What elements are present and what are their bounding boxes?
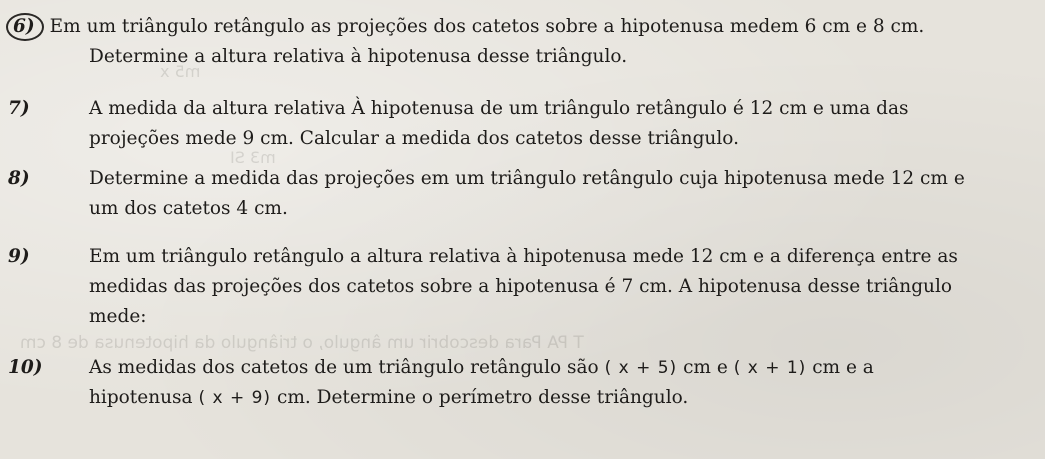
bleed-through-mark: m3 SI	[230, 148, 276, 167]
bleed-through-mark: T PA Para descobrir um ângulo, o triângulo da hipotenusa de 8 cm	[20, 333, 584, 353]
question-10-text-1a: As medidas dos catetos de um triângulo retângulo são	[89, 357, 599, 378]
question-7-text-1: A medida da altura relativa À hipotenusa de um triângulo retângulo é 12 cm e uma das	[89, 98, 909, 119]
question-7-number: 7)	[8, 98, 30, 119]
question-10-text-1c: cm e a	[812, 357, 874, 378]
question-number-circle: 6)	[6, 13, 44, 41]
question-7-text-2: projeções mede 9 cm. Calcular a medida dos catetos desse triângulo.	[89, 128, 739, 149]
question-6-number	[8, 12, 50, 42]
question-8-text-1: Determine a medida das projeções em um triângulo retângulo cuja hipotenusa mede 12 cm e	[89, 168, 965, 189]
question-8	[8, 164, 1013, 224]
question-10-text-2b: cm. Determine o perímetro desse triângulo.	[276, 387, 689, 408]
hypotenuse-expression: ( x + 9)	[198, 388, 272, 408]
bleed-through-mark: m5 x	[160, 62, 201, 81]
leg-2-expression: ( x + 1)	[733, 358, 807, 378]
question-10-text-2a: hipotenusa	[89, 387, 193, 408]
question-9-number: 9)	[8, 246, 30, 267]
question-8-line-1	[8, 164, 1013, 194]
question-8-text-2: um dos catetos 4 cm.	[89, 198, 288, 219]
question-10-number: 10)	[8, 357, 43, 378]
question-10-line-2	[8, 383, 1013, 413]
question-9-text-1: Em um triângulo retângulo a altura relativa à hipotenusa mede 12 cm e a diferença entre as	[89, 246, 958, 267]
question-6-text-2: Determine a altura relativa à hipotenusa desse triângulo.	[89, 46, 628, 67]
question-10-text-1b: cm e	[683, 357, 728, 378]
question-9-text-2: medidas das projeções dos catetos sobre a hipotenusa é 7 cm. A hipotenusa desse triângulo	[89, 276, 953, 297]
question-7	[8, 94, 1013, 154]
leg-1-expression: ( x + 5)	[604, 358, 678, 378]
question-10-line-1	[8, 353, 1013, 383]
question-8-number: 8)	[8, 168, 30, 189]
question-6-text-1: Em um triângulo retângulo as projeções dos catetos sobre a hipotenusa medem 6 cm e 8 cm.	[49, 16, 925, 37]
question-9	[8, 242, 1013, 332]
question-7-line-1	[8, 94, 1013, 124]
question-9-text-3: mede:	[89, 306, 147, 327]
question-6-line-1	[8, 12, 1013, 42]
question-10	[8, 353, 1013, 413]
question-9-line-1	[8, 242, 1013, 272]
question-6	[8, 12, 1013, 72]
